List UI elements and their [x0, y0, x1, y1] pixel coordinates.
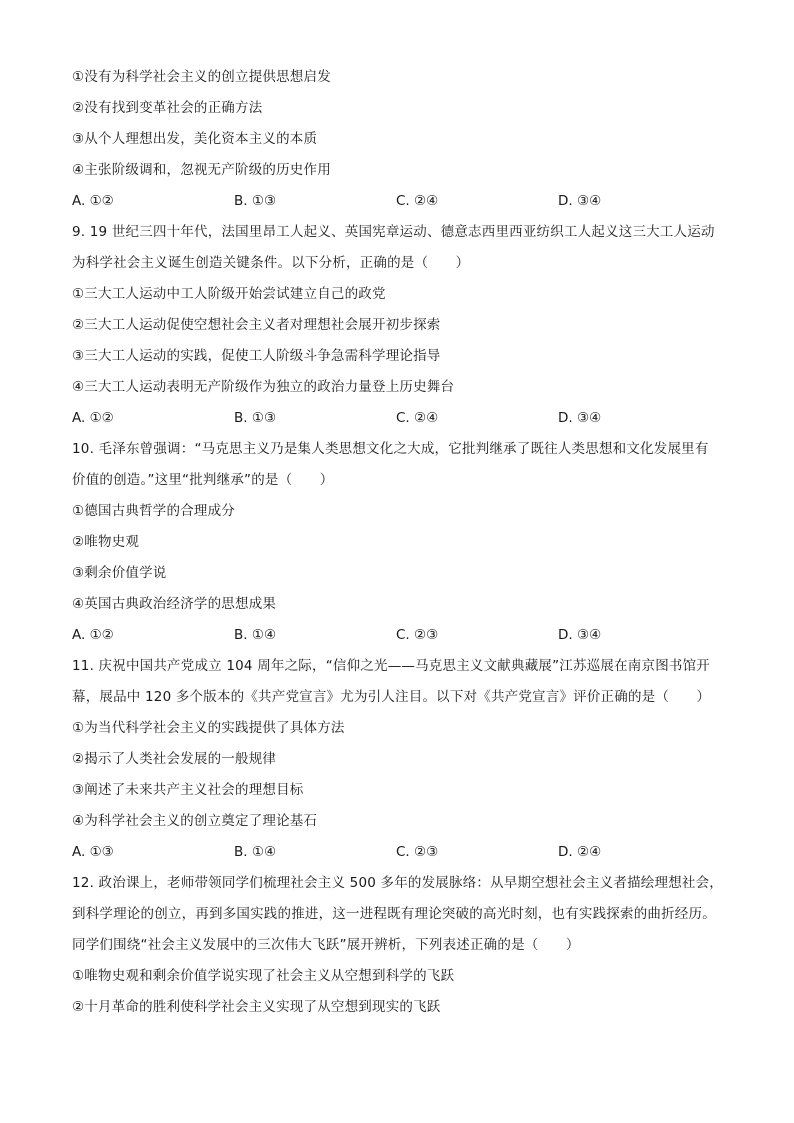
question-stem: 为科学社会主义诞生创造关键条件。以下分析，正确的是（ ）	[72, 255, 470, 271]
option-d: D. ③④	[558, 193, 602, 209]
answer-options	[72, 186, 732, 217]
option-c: C. ②③	[396, 844, 439, 860]
question-stem: 12. 政治课上，老师带领同学们梳理社会主义 500 多年的发展脉络：从早期空想社会主义者描绘理想社会，	[72, 875, 724, 891]
option-d: D. ②④	[558, 844, 602, 860]
statement-item: ②没有找到变革社会的正确方法	[72, 100, 263, 116]
answer-options	[72, 837, 732, 868]
question-block	[72, 217, 732, 434]
question-stem: 11. 庆祝中国共产党成立 104 周年之际，“信仰之光——马克思主义文献典藏展”江苏巡展在南京图书馆开	[72, 658, 710, 674]
question-stem: 价值的创造。”这里“批判继承”的是（ ）	[72, 472, 334, 488]
statement-item: ②十月革命的胜利使科学社会主义实现了从空想到现实的飞跃	[72, 999, 441, 1015]
option-c: C. ②③	[396, 627, 439, 643]
answer-options	[72, 403, 732, 434]
option-a: A. ①③	[72, 844, 114, 860]
option-d: D. ③④	[558, 410, 602, 426]
statement-item: ③从个人理想出发，美化资本主义的本质	[72, 131, 318, 147]
option-b: B. ①④	[234, 844, 277, 860]
statement-item: ③三大工人运动的实践，促使工人阶级斗争急需科学理论指导	[72, 348, 441, 364]
statement-item: ①三大工人运动中工人阶级开始尝试建立自己的政党	[72, 286, 386, 302]
option-a: A. ①②	[72, 193, 114, 209]
statement-item: ③阐述了未来共产主义社会的理想目标	[72, 782, 304, 798]
statement-item: ④三大工人运动表明无产阶级作为独立的政治力量登上历史舞台	[72, 379, 455, 395]
question-block	[72, 62, 732, 217]
question-stem: 同学们围绕“社会主义发展中的三次伟大飞跃”展开辨析，下列表述正确的是（ ）	[72, 937, 580, 953]
option-b: B. ①④	[234, 627, 277, 643]
statement-item: ①没有为科学社会主义的创立提供思想启发	[72, 69, 331, 85]
question-stem: 9. 19 世纪三四十年代，法国里昂工人起义、英国宪章运动、德意志西里西亚纺织工人起义这三大工人运动	[72, 224, 715, 240]
option-a: A. ①②	[72, 627, 114, 643]
statement-item: ①为当代科学社会主义的实践提供了具体方法	[72, 720, 345, 736]
option-a: A. ①②	[72, 410, 114, 426]
question-block	[72, 434, 732, 651]
question-stem: 10. 毛泽东曾强调：“马克思主义乃是集人类思想文化之大成，它批判继承了既往人类思想和文化发展里有	[72, 441, 709, 457]
statement-item: ④英国古典政治经济学的思想成果	[72, 596, 277, 612]
option-d: D. ③④	[558, 627, 602, 643]
statement-item: ②三大工人运动促使空想社会主义者对理想社会展开初步探索	[72, 317, 441, 333]
statement-item: ①唯物史观和剩余价值学说实现了社会主义从空想到科学的飞跃	[72, 968, 455, 984]
statement-item: ①德国古典哲学的合理成分	[72, 503, 236, 519]
statement-item: ④主张阶级调和，忽视无产阶级的历史作用	[72, 162, 331, 178]
question-block	[72, 868, 732, 1023]
question-stem: 幕，展品中 120 多个版本的《共产党宣言》尤为引人注目。以下对《共产党宣言》评价正确的是（ ）	[72, 689, 711, 705]
answer-options	[72, 620, 732, 651]
question-block	[72, 651, 732, 868]
option-b: B. ①③	[234, 193, 277, 209]
statement-item: ②揭示了人类社会发展的一般规律	[72, 751, 277, 767]
statement-item: ②唯物史观	[72, 534, 140, 550]
document-page	[72, 62, 732, 1023]
statement-item: ④为科学社会主义的创立奠定了理论基石	[72, 813, 318, 829]
option-b: B. ①③	[234, 410, 277, 426]
statement-item: ③剩余价值学说	[72, 565, 167, 581]
option-c: C. ②④	[396, 193, 439, 209]
question-stem: 到科学理论的创立，再到多国实践的推进，这一进程既有理论突破的高光时刻，也有实践探索的曲折经历。	[72, 906, 716, 922]
option-c: C. ②④	[396, 410, 439, 426]
